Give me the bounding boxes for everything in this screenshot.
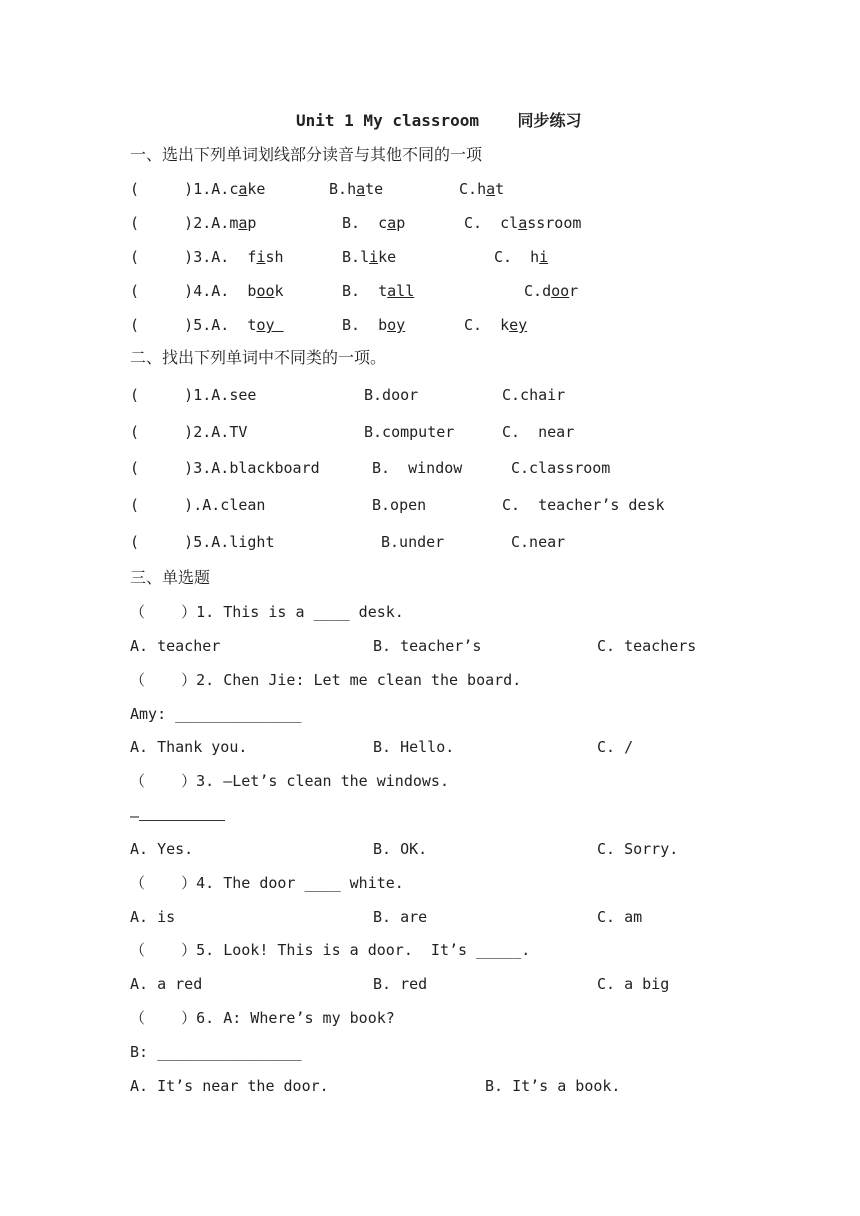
word-part: te [365, 180, 384, 198]
word-part: d [542, 282, 552, 300]
s2-q5-c: C.near [511, 533, 566, 551]
s2-q1-a: ( )1.A.see [130, 386, 257, 404]
word-part: ke [247, 180, 266, 198]
word-part: m [229, 214, 239, 232]
s3-q2-c: C. / [597, 738, 634, 756]
s3-q3-b: B. OK. [373, 840, 428, 858]
option-label: C. [464, 214, 501, 232]
s2-q3-a: ( )3.A.blackboard [130, 459, 320, 477]
s3-q6-a: A. It’s near the door. [130, 1077, 329, 1095]
option-label: B. [329, 180, 348, 198]
word-part: k [274, 282, 284, 300]
underlined-letters: a [356, 180, 366, 198]
s1-q1-c [459, 179, 504, 199]
s2-q4-a: ( ).A.clean [130, 496, 266, 514]
s2-q5-a: ( )5.A.light [130, 533, 275, 551]
s3-q5-b: B. red [373, 975, 428, 993]
option-label: C. [459, 180, 478, 198]
s2-q3-b: B. window [372, 459, 463, 477]
option-label: C. [524, 282, 543, 300]
s3-q5-c: C. a big [597, 975, 670, 993]
s3-q1-stem: （ ）1. This is a ____ desk. [130, 603, 404, 621]
s3-q3-stem: （ ）3. —Let’s clean the windows. [130, 772, 449, 790]
s3-q3-reply: — [130, 807, 140, 825]
s3-q4-b: B. are [373, 908, 428, 926]
word-part: c [229, 180, 239, 198]
underlined-letters: a [518, 214, 528, 232]
option-label: C. [494, 248, 531, 266]
word-part: sh [265, 248, 284, 266]
s3-q3-c: C. Sorry. [597, 840, 679, 858]
s3-q1-a: A. teacher [130, 637, 221, 655]
s1-item-number: ( )1.A. [130, 180, 230, 198]
s2-q5-b: B.under [381, 533, 445, 551]
word-part: h [477, 180, 487, 198]
word-part: b [378, 316, 388, 334]
word-part: k [500, 316, 510, 334]
s3-q3-a: A. Yes. [130, 840, 194, 858]
underlined-letters: ey [509, 316, 528, 334]
word-part: t [495, 180, 505, 198]
s2-q1-b: B.door [364, 386, 419, 404]
s3-q2-stem: （ ）2. Chen Jie: Let me clean the board. [130, 671, 522, 689]
option-label: B. [342, 316, 379, 334]
section1-heading: 一、选出下列单词划线部分读音与其他不同的一项 [130, 145, 483, 164]
s2-q4-c: C. teacher’s desk [502, 496, 665, 514]
s1-item-number: ( )4.A. [130, 282, 248, 300]
option-label: B. [342, 248, 361, 266]
s1-q5-c [464, 315, 527, 335]
s1-q3-c [494, 247, 548, 267]
word-part: l [360, 248, 370, 266]
s2-q2-b: B.computer [364, 423, 455, 441]
s1-q2-b [342, 213, 405, 233]
underlined-letters: oo [256, 282, 275, 300]
word-part: p [247, 214, 257, 232]
word-part: f [247, 248, 257, 266]
s3-q4-c: C. am [597, 908, 643, 926]
option-label: C. [464, 316, 501, 334]
s1-q3-a [130, 247, 284, 267]
s1-item-number: ( )5.A. [130, 316, 248, 334]
underlined-letters: oy [387, 316, 406, 334]
underlined-letters: a [238, 214, 248, 232]
underlined-letters: i [369, 248, 379, 266]
word-part: cl [500, 214, 519, 232]
s2-q4-b: B.open [372, 496, 427, 514]
underlined-letters: a [387, 214, 397, 232]
s1-item-number: ( )2.A. [130, 214, 230, 232]
underlined-letters: i [539, 248, 549, 266]
s1-q4-b [342, 281, 414, 301]
s1-q3-b [342, 247, 396, 267]
s3-q2-b: B. Hello. [373, 738, 455, 756]
word-part: c [378, 214, 388, 232]
s2-q3-c: C.classroom [511, 459, 611, 477]
page-title: Unit 1 My classroom 同步练习 [296, 111, 582, 130]
word-part: ssroom [527, 214, 582, 232]
s3-q6-b: B. It’s a book. [485, 1077, 621, 1095]
s1-q1-a [130, 179, 265, 199]
s3-q2-reply: Amy: ______________ [130, 705, 302, 723]
s3-q1-b: B. teacher’s [373, 637, 482, 655]
s1-q5-a [130, 315, 284, 335]
word-part: ke [378, 248, 397, 266]
word-part: h [530, 248, 540, 266]
underlined-letters: a [238, 180, 248, 198]
s3-q6-reply: B: ________________ [130, 1043, 302, 1061]
word-part: h [347, 180, 357, 198]
word-part: r [569, 282, 579, 300]
s1-q2-a [130, 213, 256, 233]
s3-q3-reply-line [130, 805, 225, 826]
word-part: b [247, 282, 257, 300]
s1-q4-a [130, 281, 284, 301]
s3-q5-stem: （ ）5. Look! This is a door. It’s _____. [130, 941, 531, 959]
underlined-letters: i [256, 248, 266, 266]
s1-q4-c [524, 281, 578, 301]
s2-q1-c: C.chair [502, 386, 566, 404]
s3-q2-a: A. Thank you. [130, 738, 248, 756]
s3-q5-a: A. a red [130, 975, 203, 993]
answer-blank [139, 805, 225, 821]
s2-q2-c: C. near [502, 423, 575, 441]
s1-item-number: ( )3.A. [130, 248, 248, 266]
s1-q5-b [342, 315, 405, 335]
s3-q4-stem: （ ）4. The door ____ white. [130, 874, 404, 892]
s2-q2-a: ( )2.A.TV [130, 423, 248, 441]
word-part: t [378, 282, 388, 300]
s1-q1-b [329, 179, 383, 199]
option-label: B. [342, 214, 379, 232]
section2-heading: 二、找出下列单词中不同类的一项。 [130, 348, 387, 367]
word-part: p [396, 214, 406, 232]
s3-q1-c: C. teachers [597, 637, 697, 655]
underlined-letters: oy [256, 316, 284, 334]
option-label: B. [342, 282, 379, 300]
underlined-letters: oo [551, 282, 570, 300]
section3-heading: 三、单选题 [130, 568, 211, 587]
word-part: t [247, 316, 257, 334]
underlined-letters: a [486, 180, 496, 198]
underlined-letters: all [387, 282, 415, 300]
s1-q2-c [464, 213, 581, 233]
s3-q4-a: A. is [130, 908, 176, 926]
s3-q6-stem: （ ）6. A: Where’s my book? [130, 1009, 395, 1027]
